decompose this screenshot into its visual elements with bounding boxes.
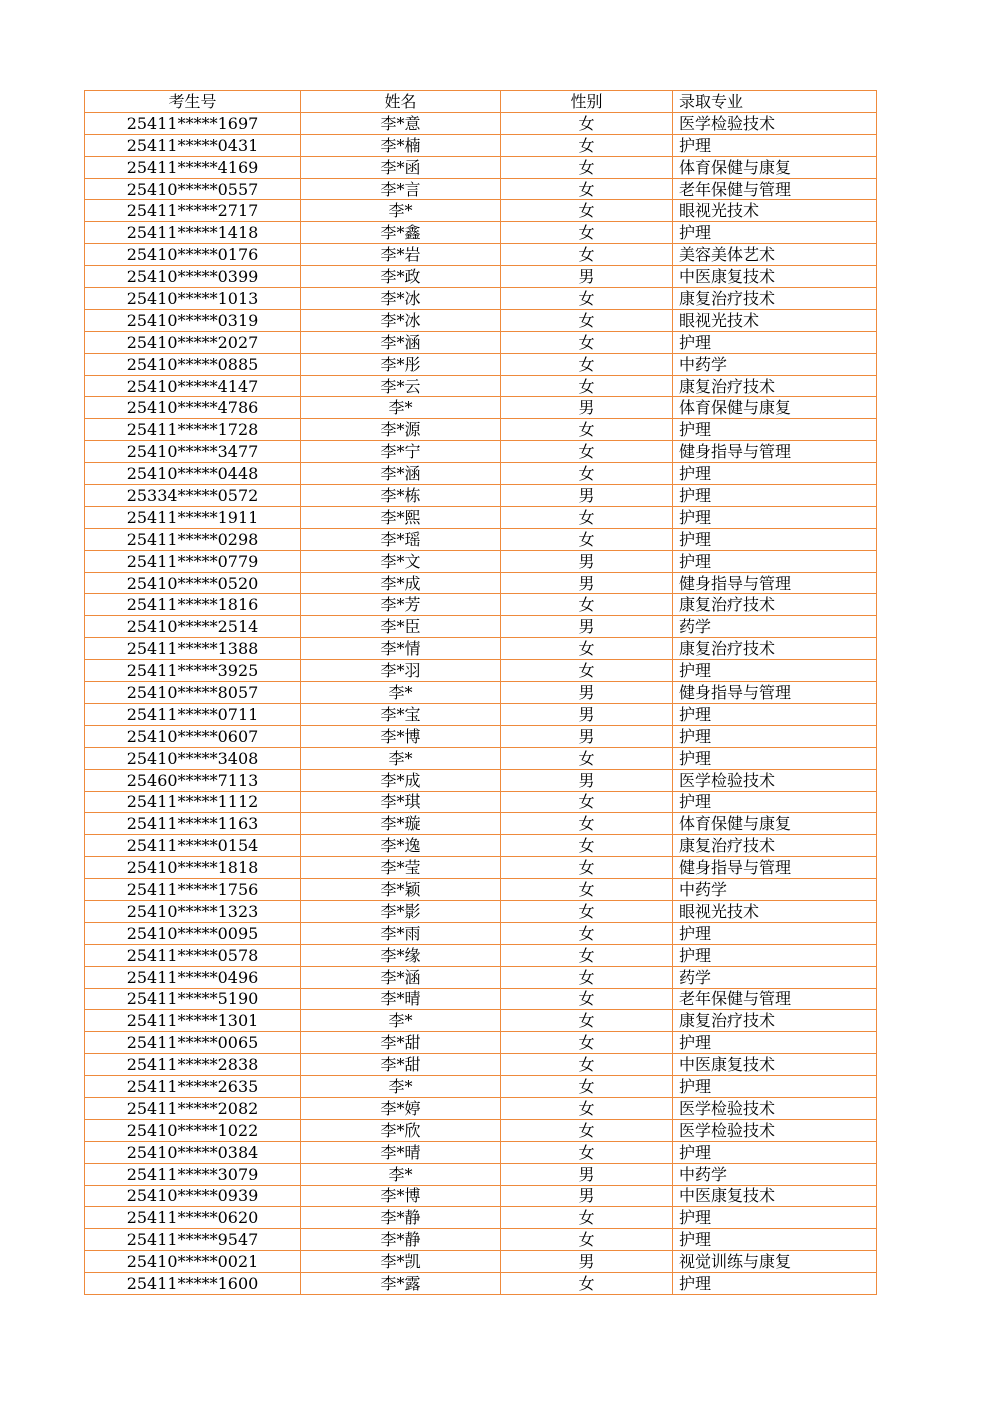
- gender-cell: 女: [501, 660, 673, 682]
- admitted-major-cell: 护理: [673, 660, 877, 682]
- admitted-major-cell: 中药学: [673, 1163, 877, 1185]
- student-name-cell: 李*雨: [301, 922, 501, 944]
- gender-cell: 男: [501, 725, 673, 747]
- student-name-cell: 李*宝: [301, 703, 501, 725]
- admitted-major-cell: 护理: [673, 1076, 877, 1098]
- exam-id-cell: 25411*****2717: [85, 200, 301, 222]
- student-name-cell: 李*宁: [301, 441, 501, 463]
- gender-cell: 女: [501, 1076, 673, 1098]
- admitted-major-cell: 眼视光技术: [673, 309, 877, 331]
- admitted-major-cell: 护理: [673, 1207, 877, 1229]
- gender-cell: 女: [501, 200, 673, 222]
- gender-cell: 女: [501, 857, 673, 879]
- student-name-cell: 李*成: [301, 769, 501, 791]
- table-row: [85, 1185, 877, 1207]
- student-name-cell: 李*: [301, 397, 501, 419]
- student-name-cell: 李*晴: [301, 1141, 501, 1163]
- table-row: [85, 266, 877, 288]
- gender-cell: 女: [501, 134, 673, 156]
- gender-cell: 男: [501, 266, 673, 288]
- table-row: [85, 331, 877, 353]
- table-row: [85, 988, 877, 1010]
- exam-id-cell: 25411*****1728: [85, 419, 301, 441]
- column-header-exam-id: 考生号: [85, 91, 301, 113]
- student-name-cell: 李*涵: [301, 331, 501, 353]
- table-row: [85, 791, 877, 813]
- table-row: [85, 1273, 877, 1295]
- gender-cell: 女: [501, 1119, 673, 1141]
- exam-id-cell: 25410*****2514: [85, 616, 301, 638]
- admitted-major-cell: 康复治疗技术: [673, 835, 877, 857]
- table-row: [85, 134, 877, 156]
- gender-cell: 女: [501, 309, 673, 331]
- exam-id-cell: 25410*****1013: [85, 288, 301, 310]
- exam-id-cell: 25410*****1818: [85, 857, 301, 879]
- student-name-cell: 李*瑶: [301, 528, 501, 550]
- exam-id-cell: 25410*****1022: [85, 1119, 301, 1141]
- exam-id-cell: 25411*****0431: [85, 134, 301, 156]
- student-name-cell: 李*静: [301, 1229, 501, 1251]
- gender-cell: 女: [501, 156, 673, 178]
- exam-id-cell: 25410*****0399: [85, 266, 301, 288]
- admitted-major-cell: 护理: [673, 791, 877, 813]
- table-row: [85, 419, 877, 441]
- student-name-cell: 李*岩: [301, 244, 501, 266]
- admitted-major-cell: 护理: [673, 134, 877, 156]
- student-name-cell: 李*: [301, 200, 501, 222]
- admitted-major-cell: 护理: [673, 1032, 877, 1054]
- table-row: [85, 725, 877, 747]
- student-name-cell: 李*甜: [301, 1032, 501, 1054]
- gender-cell: 女: [501, 791, 673, 813]
- admitted-major-cell: 护理: [673, 1141, 877, 1163]
- exam-id-cell: 25411*****1112: [85, 791, 301, 813]
- table-row: [85, 485, 877, 507]
- student-name-cell: 李*甜: [301, 1054, 501, 1076]
- table-row: [85, 857, 877, 879]
- student-name-cell: 李*露: [301, 1273, 501, 1295]
- exam-id-cell: 25410*****0885: [85, 353, 301, 375]
- gender-cell: 女: [501, 1054, 673, 1076]
- gender-cell: 男: [501, 1163, 673, 1185]
- admitted-major-cell: 健身指导与管理: [673, 682, 877, 704]
- admitted-major-cell: 护理: [673, 528, 877, 550]
- student-name-cell: 李*: [301, 747, 501, 769]
- admitted-major-cell: 体育保健与康复: [673, 397, 877, 419]
- table-row: [85, 572, 877, 594]
- student-name-cell: 李*羽: [301, 660, 501, 682]
- exam-id-cell: 25411*****1301: [85, 1010, 301, 1032]
- gender-cell: 女: [501, 813, 673, 835]
- admitted-major-cell: 护理: [673, 1229, 877, 1251]
- table-row: [85, 769, 877, 791]
- student-name-cell: 李*鑫: [301, 222, 501, 244]
- student-name-cell: 李*涵: [301, 463, 501, 485]
- table-row: [85, 747, 877, 769]
- student-name-cell: 李*栋: [301, 485, 501, 507]
- gender-cell: 女: [501, 506, 673, 528]
- exam-id-cell: 25410*****0021: [85, 1251, 301, 1273]
- admitted-major-cell: 康复治疗技术: [673, 375, 877, 397]
- student-name-cell: 李*凯: [301, 1251, 501, 1273]
- admitted-major-cell: 药学: [673, 616, 877, 638]
- admitted-major-cell: 中医康复技术: [673, 266, 877, 288]
- admitted-major-cell: 护理: [673, 550, 877, 572]
- gender-cell: 男: [501, 703, 673, 725]
- table-row: [85, 200, 877, 222]
- exam-id-cell: 25410*****8057: [85, 682, 301, 704]
- table-row: [85, 1032, 877, 1054]
- admitted-major-cell: 护理: [673, 747, 877, 769]
- exam-id-cell: 25410*****3477: [85, 441, 301, 463]
- gender-cell: 男: [501, 485, 673, 507]
- gender-cell: 女: [501, 747, 673, 769]
- student-name-cell: 李*意: [301, 112, 501, 134]
- exam-id-cell: 25411*****9547: [85, 1229, 301, 1251]
- student-name-cell: 李*琪: [301, 791, 501, 813]
- exam-id-cell: 25411*****2082: [85, 1097, 301, 1119]
- gender-cell: 男: [501, 1185, 673, 1207]
- student-name-cell: 李*静: [301, 1207, 501, 1229]
- student-name-cell: 李*言: [301, 178, 501, 200]
- exam-id-cell: 25411*****1756: [85, 879, 301, 901]
- admitted-major-cell: 护理: [673, 944, 877, 966]
- admitted-major-cell: 体育保健与康复: [673, 156, 877, 178]
- student-name-cell: 李*: [301, 1163, 501, 1185]
- student-name-cell: 李*函: [301, 156, 501, 178]
- student-name-cell: 李*政: [301, 266, 501, 288]
- exam-id-cell: 25411*****2635: [85, 1076, 301, 1098]
- admitted-major-cell: 健身指导与管理: [673, 441, 877, 463]
- table-row: [85, 1054, 877, 1076]
- admitted-major-cell: 康复治疗技术: [673, 638, 877, 660]
- table-row: [85, 638, 877, 660]
- gender-cell: 女: [501, 331, 673, 353]
- exam-id-cell: 25411*****0298: [85, 528, 301, 550]
- exam-id-cell: 25410*****0319: [85, 309, 301, 331]
- exam-id-cell: 25411*****1816: [85, 594, 301, 616]
- student-name-cell: 李*文: [301, 550, 501, 572]
- exam-id-cell: 25410*****0520: [85, 572, 301, 594]
- exam-id-cell: 25411*****4169: [85, 156, 301, 178]
- gender-cell: 女: [501, 1207, 673, 1229]
- exam-id-cell: 25460*****7113: [85, 769, 301, 791]
- student-name-cell: 李*冰: [301, 288, 501, 310]
- gender-cell: 女: [501, 1273, 673, 1295]
- student-name-cell: 李*欣: [301, 1119, 501, 1141]
- column-header-gender: 性别: [501, 91, 673, 113]
- student-name-cell: 李*婷: [301, 1097, 501, 1119]
- admitted-major-cell: 眼视光技术: [673, 200, 877, 222]
- admitted-major-cell: 康复治疗技术: [673, 594, 877, 616]
- gender-cell: 女: [501, 944, 673, 966]
- admitted-major-cell: 医学检验技术: [673, 1097, 877, 1119]
- exam-id-cell: 25410*****1323: [85, 900, 301, 922]
- table-row: [85, 1207, 877, 1229]
- student-name-cell: 李*芳: [301, 594, 501, 616]
- table-row: [85, 966, 877, 988]
- exam-id-cell: 25411*****3079: [85, 1163, 301, 1185]
- gender-cell: 女: [501, 594, 673, 616]
- table-row: [85, 178, 877, 200]
- exam-id-cell: 25410*****4786: [85, 397, 301, 419]
- table-row: [85, 112, 877, 134]
- exam-id-cell: 25411*****1163: [85, 813, 301, 835]
- table-row: [85, 375, 877, 397]
- table-row: [85, 397, 877, 419]
- admitted-major-cell: 老年保健与管理: [673, 988, 877, 1010]
- admitted-major-cell: 健身指导与管理: [673, 572, 877, 594]
- table-row: [85, 222, 877, 244]
- exam-id-cell: 25411*****5190: [85, 988, 301, 1010]
- admitted-major-cell: 医学检验技术: [673, 112, 877, 134]
- gender-cell: 女: [501, 638, 673, 660]
- student-name-cell: 李*博: [301, 725, 501, 747]
- table-row: [85, 550, 877, 572]
- student-name-cell: 李*: [301, 682, 501, 704]
- exam-id-cell: 25410*****0176: [85, 244, 301, 266]
- table-row: [85, 463, 877, 485]
- exam-id-cell: 25410*****0939: [85, 1185, 301, 1207]
- gender-cell: 女: [501, 835, 673, 857]
- admitted-major-cell: 健身指导与管理: [673, 857, 877, 879]
- gender-cell: 女: [501, 922, 673, 944]
- table-row: [85, 682, 877, 704]
- table-row: [85, 900, 877, 922]
- table-row: [85, 441, 877, 463]
- gender-cell: 女: [501, 879, 673, 901]
- gender-cell: 女: [501, 419, 673, 441]
- student-name-cell: 李*莹: [301, 857, 501, 879]
- student-name-cell: 李*博: [301, 1185, 501, 1207]
- admitted-major-cell: 护理: [673, 485, 877, 507]
- exam-id-cell: 25411*****1697: [85, 112, 301, 134]
- table-row: [85, 1229, 877, 1251]
- student-name-cell: 李*源: [301, 419, 501, 441]
- exam-id-cell: 25410*****0448: [85, 463, 301, 485]
- gender-cell: 男: [501, 572, 673, 594]
- student-name-cell: 李*涵: [301, 966, 501, 988]
- gender-cell: 女: [501, 1010, 673, 1032]
- gender-cell: 女: [501, 441, 673, 463]
- admitted-major-cell: 视觉训练与康复: [673, 1251, 877, 1273]
- gender-cell: 女: [501, 375, 673, 397]
- exam-id-cell: 25411*****1418: [85, 222, 301, 244]
- table-row: [85, 1163, 877, 1185]
- table-row: [85, 353, 877, 375]
- admitted-major-cell: 老年保健与管理: [673, 178, 877, 200]
- student-name-cell: 李*璇: [301, 813, 501, 835]
- gender-cell: 男: [501, 550, 673, 572]
- exam-id-cell: 25410*****2027: [85, 331, 301, 353]
- gender-cell: 女: [501, 966, 673, 988]
- gender-cell: 男: [501, 769, 673, 791]
- exam-id-cell: 25411*****0578: [85, 944, 301, 966]
- table-body: [85, 112, 877, 1294]
- student-name-cell: 李*冰: [301, 309, 501, 331]
- exam-id-cell: 25411*****3925: [85, 660, 301, 682]
- exam-id-cell: 25410*****4147: [85, 375, 301, 397]
- gender-cell: 女: [501, 528, 673, 550]
- gender-cell: 女: [501, 463, 673, 485]
- admitted-major-cell: 护理: [673, 725, 877, 747]
- table-row: [85, 944, 877, 966]
- exam-id-cell: 25410*****0557: [85, 178, 301, 200]
- student-name-cell: 李*逸: [301, 835, 501, 857]
- gender-cell: 男: [501, 397, 673, 419]
- student-name-cell: 李*缘: [301, 944, 501, 966]
- table-row: [85, 879, 877, 901]
- table-row: [85, 1119, 877, 1141]
- student-name-cell: 李*: [301, 1010, 501, 1032]
- gender-cell: 女: [501, 222, 673, 244]
- exam-id-cell: 25410*****0384: [85, 1141, 301, 1163]
- table-row: [85, 1251, 877, 1273]
- gender-cell: 男: [501, 616, 673, 638]
- admitted-major-cell: 护理: [673, 463, 877, 485]
- table-row: [85, 703, 877, 725]
- student-name-cell: 李*成: [301, 572, 501, 594]
- exam-id-cell: 25411*****2838: [85, 1054, 301, 1076]
- student-name-cell: 李*彤: [301, 353, 501, 375]
- admitted-major-cell: 药学: [673, 966, 877, 988]
- gender-cell: 女: [501, 353, 673, 375]
- gender-cell: 女: [501, 1097, 673, 1119]
- table-row: [85, 835, 877, 857]
- gender-cell: 女: [501, 1141, 673, 1163]
- exam-id-cell: 25411*****0620: [85, 1207, 301, 1229]
- table-row: [85, 813, 877, 835]
- student-name-cell: 李*云: [301, 375, 501, 397]
- admitted-major-cell: 护理: [673, 922, 877, 944]
- student-name-cell: 李*情: [301, 638, 501, 660]
- exam-id-cell: 25410*****0095: [85, 922, 301, 944]
- student-name-cell: 李*影: [301, 900, 501, 922]
- admitted-major-cell: 护理: [673, 419, 877, 441]
- table-row: [85, 1097, 877, 1119]
- table-row: [85, 309, 877, 331]
- admission-table: [84, 90, 877, 1295]
- exam-id-cell: 25411*****1600: [85, 1273, 301, 1295]
- table-row: [85, 244, 877, 266]
- gender-cell: 男: [501, 682, 673, 704]
- admitted-major-cell: 中药学: [673, 879, 877, 901]
- exam-id-cell: 25411*****0779: [85, 550, 301, 572]
- exam-id-cell: 25411*****0711: [85, 703, 301, 725]
- table-row: [85, 1141, 877, 1163]
- table-row: [85, 616, 877, 638]
- exam-id-cell: 25411*****0065: [85, 1032, 301, 1054]
- admitted-major-cell: 医学检验技术: [673, 1119, 877, 1141]
- table-row: [85, 288, 877, 310]
- admitted-major-cell: 康复治疗技术: [673, 288, 877, 310]
- exam-id-cell: 25334*****0572: [85, 485, 301, 507]
- table-header-row: [85, 91, 877, 113]
- admitted-major-cell: 护理: [673, 506, 877, 528]
- gender-cell: 女: [501, 988, 673, 1010]
- admitted-major-cell: 康复治疗技术: [673, 1010, 877, 1032]
- student-name-cell: 李*熙: [301, 506, 501, 528]
- gender-cell: 女: [501, 178, 673, 200]
- exam-id-cell: 25411*****0496: [85, 966, 301, 988]
- gender-cell: 男: [501, 1251, 673, 1273]
- column-header-major: 录取专业: [673, 91, 877, 113]
- table-row: [85, 1076, 877, 1098]
- admitted-major-cell: 护理: [673, 222, 877, 244]
- admitted-major-cell: 眼视光技术: [673, 900, 877, 922]
- student-name-cell: 李*颖: [301, 879, 501, 901]
- admitted-major-cell: 医学检验技术: [673, 769, 877, 791]
- gender-cell: 女: [501, 1032, 673, 1054]
- gender-cell: 女: [501, 244, 673, 266]
- table-row: [85, 506, 877, 528]
- table-row: [85, 594, 877, 616]
- exam-id-cell: 25411*****0154: [85, 835, 301, 857]
- gender-cell: 女: [501, 288, 673, 310]
- admitted-major-cell: 护理: [673, 331, 877, 353]
- admitted-major-cell: 护理: [673, 703, 877, 725]
- admitted-major-cell: 中药学: [673, 353, 877, 375]
- table-row: [85, 922, 877, 944]
- column-header-name: 姓名: [301, 91, 501, 113]
- admitted-major-cell: 美容美体艺术: [673, 244, 877, 266]
- admitted-major-cell: 中医康复技术: [673, 1185, 877, 1207]
- table-row: [85, 1010, 877, 1032]
- student-name-cell: 李*: [301, 1076, 501, 1098]
- student-name-cell: 李*晴: [301, 988, 501, 1010]
- exam-id-cell: 25411*****1911: [85, 506, 301, 528]
- table-row: [85, 528, 877, 550]
- gender-cell: 女: [501, 1229, 673, 1251]
- table-row: [85, 660, 877, 682]
- admitted-major-cell: 护理: [673, 1273, 877, 1295]
- exam-id-cell: 25410*****0607: [85, 725, 301, 747]
- admitted-major-cell: 体育保健与康复: [673, 813, 877, 835]
- student-name-cell: 李*臣: [301, 616, 501, 638]
- student-name-cell: 李*楠: [301, 134, 501, 156]
- exam-id-cell: 25411*****1388: [85, 638, 301, 660]
- gender-cell: 女: [501, 900, 673, 922]
- table-row: [85, 156, 877, 178]
- exam-id-cell: 25410*****3408: [85, 747, 301, 769]
- gender-cell: 女: [501, 112, 673, 134]
- admitted-major-cell: 中医康复技术: [673, 1054, 877, 1076]
